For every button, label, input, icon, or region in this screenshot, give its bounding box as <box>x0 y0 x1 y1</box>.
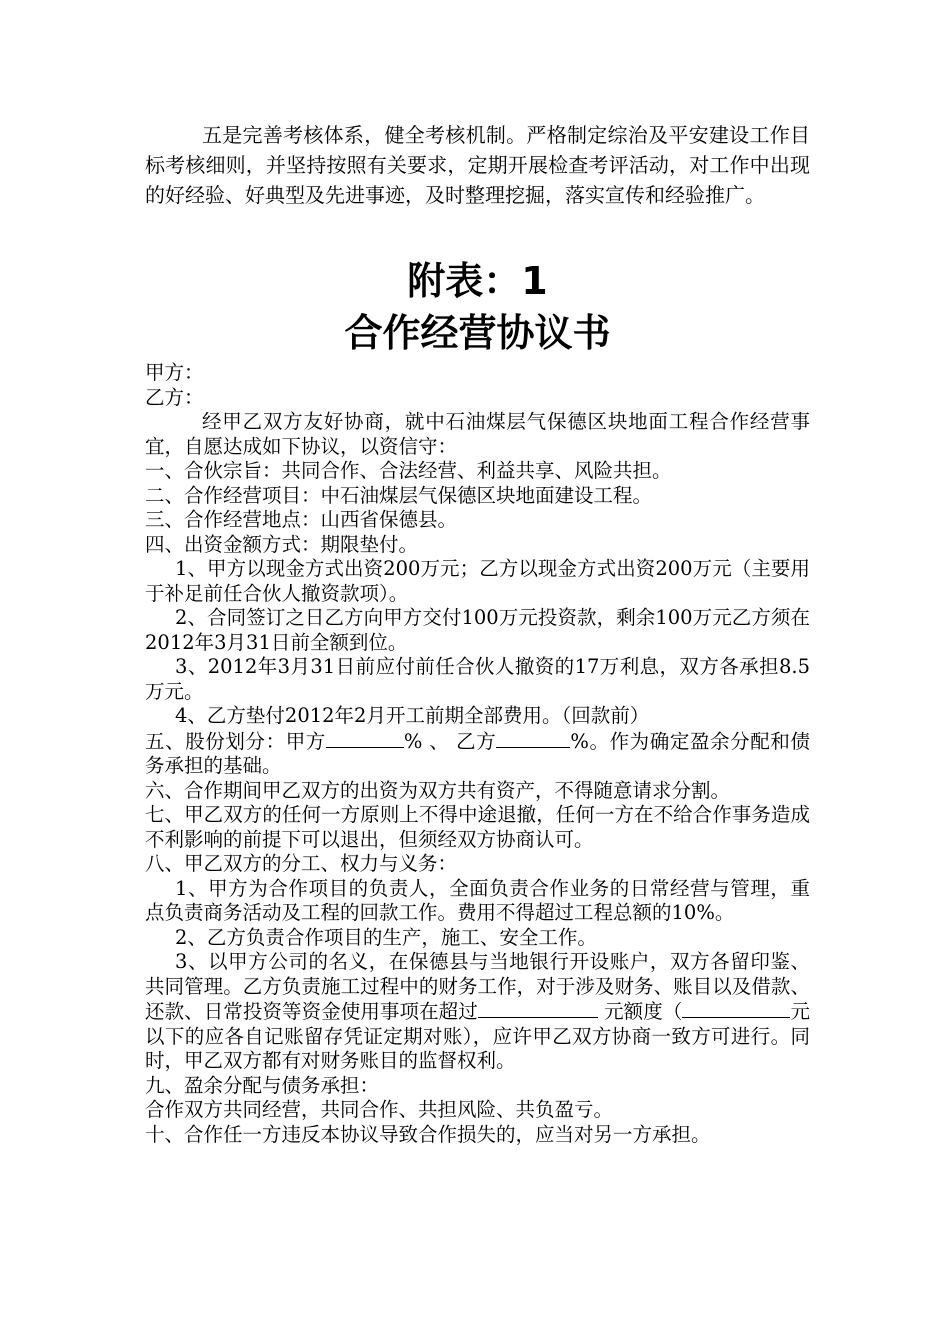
clause-9: 九、盈余分配与债务承担： <box>145 1073 380 1097</box>
clause-5-text-1: 五、股份划分：甲方 <box>145 729 326 753</box>
clause-5-text-2: % 、 乙方 <box>403 729 497 753</box>
clause-8-3-text-2: 元额度（ <box>597 1000 683 1023</box>
clause-4-4: 4、乙方垫付2012年2月开工前期全部费用。（回款前） <box>175 704 650 727</box>
clause-7: 七、甲乙双方的任何一方原则上不得中途退撤，任何一方在不给合作事务造成不利影响的前提下可以退出，但须经双方协商认可。 <box>145 803 810 851</box>
clause-8-2: 2、乙方负责合作项目的生产，施工、安全工作。 <box>175 925 597 949</box>
clause-8-1: 1、甲方为合作项目的负责人，全面负责合作业务的日常经营与管理，重点负责商务活动及工程的回款工作。费用不得超过工程总额的10%。 <box>145 876 810 924</box>
clause-5 <box>145 729 810 779</box>
clause-2: 二、合作经营项目：中石油煤层气保德区块地面建设工程。 <box>145 483 653 507</box>
clause-4-2: 2、合同签订之日乙方向甲方交付100万元投资款，剩余100万元乙方须在2012年3月31日前全额到位。 <box>145 606 810 654</box>
agreement-title: 合作经营协议书 <box>344 311 611 355</box>
party-b-share-blank <box>496 729 570 748</box>
clause-4-3: 3、2012年3月31日前应付前任合伙人撤资的17万利息，双方各承担8.5万元。 <box>145 655 810 703</box>
party-b-line: 乙方： <box>145 385 204 409</box>
document-page <box>145 120 810 1147</box>
preamble: 经甲乙双方友好协商，就中石油煤层气保德区块地面工程合作经营事宜，自愿达成如下协议，以资信守： <box>145 410 810 458</box>
clause-5-text-3: %。作为确定盈余分配和债务承担的基础。 <box>145 729 810 777</box>
amount-below-blank <box>682 999 790 1018</box>
clause-10: 十、合作任一方违反本协议导致合作损失的，应当对另一方承担。 <box>145 1122 711 1146</box>
intro-paragraph: 五是完善考核体系，健全考核机制。严格制定综治及平安建设工作目标考核细则，并坚持按照有关要求，定期开展检查考评活动，对工作中出现的好经验、好典型及先进事迹，及时整理挖掘，落实宣传和经验推广。 <box>145 123 810 207</box>
clause-4: 四、出资金额方式：期限垫付。 <box>145 532 419 556</box>
clause-8: 八、甲乙双方的分工、权力与义务： <box>145 852 458 875</box>
clause-1: 一、合伙宗旨：共同合作、合法经营、利益共享、风险共担。 <box>145 459 672 482</box>
amount-limit-blank <box>478 999 598 1018</box>
party-a-share-blank <box>326 729 404 748</box>
clause-6: 六、合作期间甲乙双方的出资为双方共有资产，不得随意请求分割。 <box>145 778 731 802</box>
clause-9-body: 合作双方共同经营，共同合作、共担风险、共负盈亏。 <box>145 1098 614 1121</box>
annex-title: 附表：1 <box>407 259 548 303</box>
clause-8-3-text-3: 元以下的应各自记账留存凭证定期对账），应许甲乙双方协商一致方可进行。同时，甲乙双方都有对财务账目的监督权利。 <box>145 1000 810 1072</box>
clause-8-3-text-1: 3、以甲方公司的名义，在保德县与当地银行开设账户，双方各留印鉴、共同管理。乙方负责施工过程中的财务工作，对于涉及财务、账目以及借款、还款、日常投资等资金使用事项在超过 <box>145 950 810 1023</box>
clause-3: 三、合作经营地点：山西省保德县。 <box>145 508 458 531</box>
title-block <box>145 255 810 359</box>
agreement-body <box>145 361 810 1147</box>
clause-4-1: 1、甲方以现金方式出资200万元；乙方以现金方式出资200万元（主要用于补足前任合伙人撤资款项）。 <box>145 557 810 605</box>
clause-8-3 <box>145 950 810 1074</box>
party-a-line: 甲方： <box>145 361 204 384</box>
